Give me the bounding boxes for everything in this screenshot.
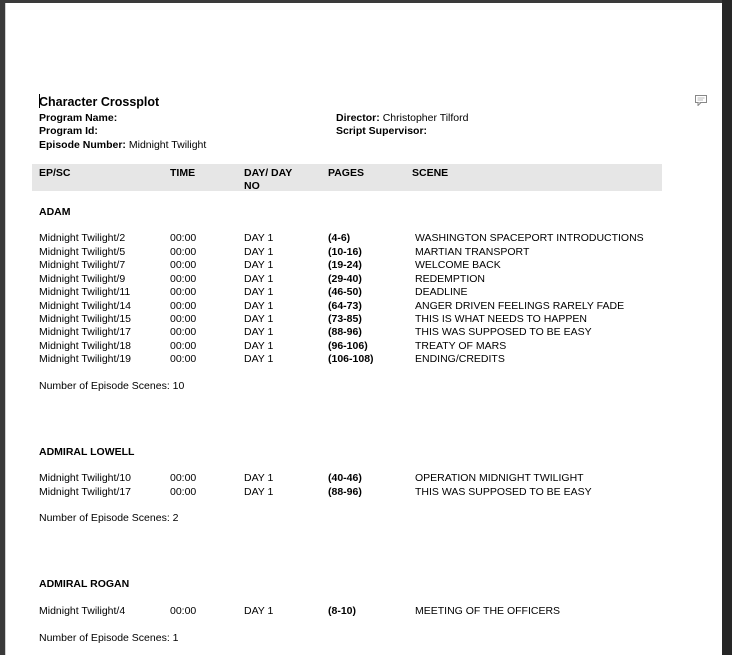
cell-time: 00:00 <box>170 472 197 484</box>
table-row <box>39 300 679 313</box>
cell-scene: REDEMPTION <box>415 273 486 285</box>
cell-ep-sc: Midnight Twilight/7 <box>39 259 126 271</box>
cell-pages: (10-16) <box>328 246 362 258</box>
cell-pages: (88-96) <box>328 486 362 498</box>
cell-ep-sc: Midnight Twilight/4 <box>39 605 126 617</box>
script-supervisor-label: Script Supervisor: <box>336 125 428 137</box>
cell-pages: (29-40) <box>328 273 362 285</box>
table-row <box>39 486 679 499</box>
director-label: Director: <box>336 112 380 124</box>
cell-day: DAY 1 <box>244 605 274 617</box>
cell-day: DAY 1 <box>244 486 274 498</box>
program-id-label: Program Id: <box>39 125 98 137</box>
cell-time: 00:00 <box>170 486 197 498</box>
table-row <box>39 313 679 326</box>
cell-ep-sc: Midnight Twilight/14 <box>39 300 132 312</box>
cell-time: 00:00 <box>170 326 197 338</box>
program-name-label: Program Name: <box>39 112 118 124</box>
cell-ep-sc: Midnight Twilight/11 <box>39 286 131 298</box>
cell-pages: (96-106) <box>328 340 368 352</box>
cell-day: DAY 1 <box>244 300 274 312</box>
cell-time: 00:00 <box>170 286 197 298</box>
table-row <box>39 353 679 366</box>
cell-day: DAY 1 <box>244 246 274 258</box>
cell-pages: (64-73) <box>328 300 362 312</box>
column-header-scene: SCENE <box>412 167 449 179</box>
cell-scene: DEADLINE <box>415 286 468 298</box>
cell-time: 00:00 <box>170 273 197 285</box>
cell-day: DAY 1 <box>244 273 274 285</box>
table-row <box>39 605 679 618</box>
cell-day: DAY 1 <box>244 353 274 365</box>
director-value: Christopher Tilford <box>382 112 469 124</box>
cell-time: 00:00 <box>170 605 197 617</box>
cell-pages: (88-96) <box>328 326 362 338</box>
cell-scene: TREATY OF MARS <box>415 340 507 352</box>
cell-scene: MARTIAN TRANSPORT <box>415 246 530 258</box>
column-header-pages: PAGES <box>328 167 364 179</box>
episode-number-label: Episode Number: <box>39 139 126 151</box>
cell-scene: WASHINGTON SPACEPORT INTRODUCTIONS <box>415 232 644 244</box>
episode-scene-count: Number of Episode Scenes: 2 <box>39 512 179 524</box>
cell-ep-sc: Midnight Twilight/17 <box>39 486 132 498</box>
cell-time: 00:00 <box>170 259 197 271</box>
table-row <box>39 326 679 339</box>
column-header-time: TIME <box>170 167 196 179</box>
table-row <box>39 273 679 286</box>
cell-pages: (40-46) <box>328 472 362 484</box>
program-id-field <box>39 125 98 137</box>
episode-scene-count: Number of Episode Scenes: 1 <box>39 632 179 644</box>
cell-pages: (19-24) <box>328 259 362 271</box>
cell-ep-sc: Midnight Twilight/18 <box>39 340 132 352</box>
table-row <box>39 246 679 259</box>
script-supervisor-field <box>336 125 427 137</box>
column-header-day-line2: NO <box>244 180 260 192</box>
column-header-ep-sc: EP/SC <box>39 167 71 179</box>
cell-day: DAY 1 <box>244 313 274 325</box>
cell-pages: (46-50) <box>328 286 362 298</box>
director-field <box>336 112 468 124</box>
episode-scene-count: Number of Episode Scenes: 10 <box>39 380 185 392</box>
program-name-field <box>39 112 117 124</box>
cell-ep-sc: Midnight Twilight/9 <box>39 273 126 285</box>
cell-day: DAY 1 <box>244 232 274 244</box>
cell-day: DAY 1 <box>244 340 274 352</box>
cell-time: 00:00 <box>170 353 197 365</box>
character-name: ADAM <box>39 206 71 218</box>
scrollbar-track[interactable] <box>722 0 732 655</box>
cell-pages: (73-85) <box>328 313 362 325</box>
cell-day: DAY 1 <box>244 286 274 298</box>
table-row <box>39 232 679 245</box>
episode-number-value: Midnight Twilight <box>128 139 207 151</box>
cell-time: 00:00 <box>170 246 197 258</box>
column-header-day <box>244 167 292 193</box>
table-row <box>39 259 679 272</box>
cell-ep-sc: Midnight Twilight/15 <box>39 313 132 325</box>
cell-scene: THIS WAS SUPPOSED TO BE EASY <box>415 326 592 338</box>
cell-day: DAY 1 <box>244 472 274 484</box>
character-name: ADMIRAL ROGAN <box>39 578 130 590</box>
cell-time: 00:00 <box>170 232 197 244</box>
cell-scene: ENDING/CREDITS <box>415 353 505 365</box>
character-name: ADMIRAL LOWELL <box>39 446 135 458</box>
cell-time: 00:00 <box>170 313 197 325</box>
cell-ep-sc: Midnight Twilight/19 <box>39 353 132 365</box>
cell-scene: OPERATION MIDNIGHT TWILIGHT <box>415 472 584 484</box>
cell-scene: THIS WAS SUPPOSED TO BE EASY <box>415 486 592 498</box>
cell-day: DAY 1 <box>244 326 274 338</box>
cell-ep-sc: Midnight Twilight/5 <box>39 246 126 258</box>
cell-scene: ANGER DRIVEN FEELINGS RARELY FADE <box>415 300 625 312</box>
cell-scene: THIS IS WHAT NEEDS TO HAPPEN <box>415 313 587 325</box>
cell-ep-sc: Midnight Twilight/17 <box>39 326 132 338</box>
comment-icon[interactable] <box>695 95 707 106</box>
table-row <box>39 340 679 353</box>
cell-pages: (8-10) <box>328 605 357 617</box>
episode-number-field <box>39 139 206 151</box>
report-title: Character Crossplot <box>39 95 160 109</box>
table-row <box>39 472 679 485</box>
cell-scene: MEETING OF THE OFFICERS <box>415 605 561 617</box>
cell-ep-sc: Midnight Twilight/10 <box>39 472 132 484</box>
cell-time: 00:00 <box>170 300 197 312</box>
cell-pages: (106-108) <box>328 353 374 365</box>
cell-day: DAY 1 <box>244 259 274 271</box>
cell-pages: (4-6) <box>328 232 351 244</box>
table-row <box>39 286 679 299</box>
cell-time: 00:00 <box>170 340 197 352</box>
cell-scene: WELCOME BACK <box>415 259 501 271</box>
column-header-day-line1: DAY/ DAY <box>244 167 293 179</box>
cell-ep-sc: Midnight Twilight/2 <box>39 232 126 244</box>
